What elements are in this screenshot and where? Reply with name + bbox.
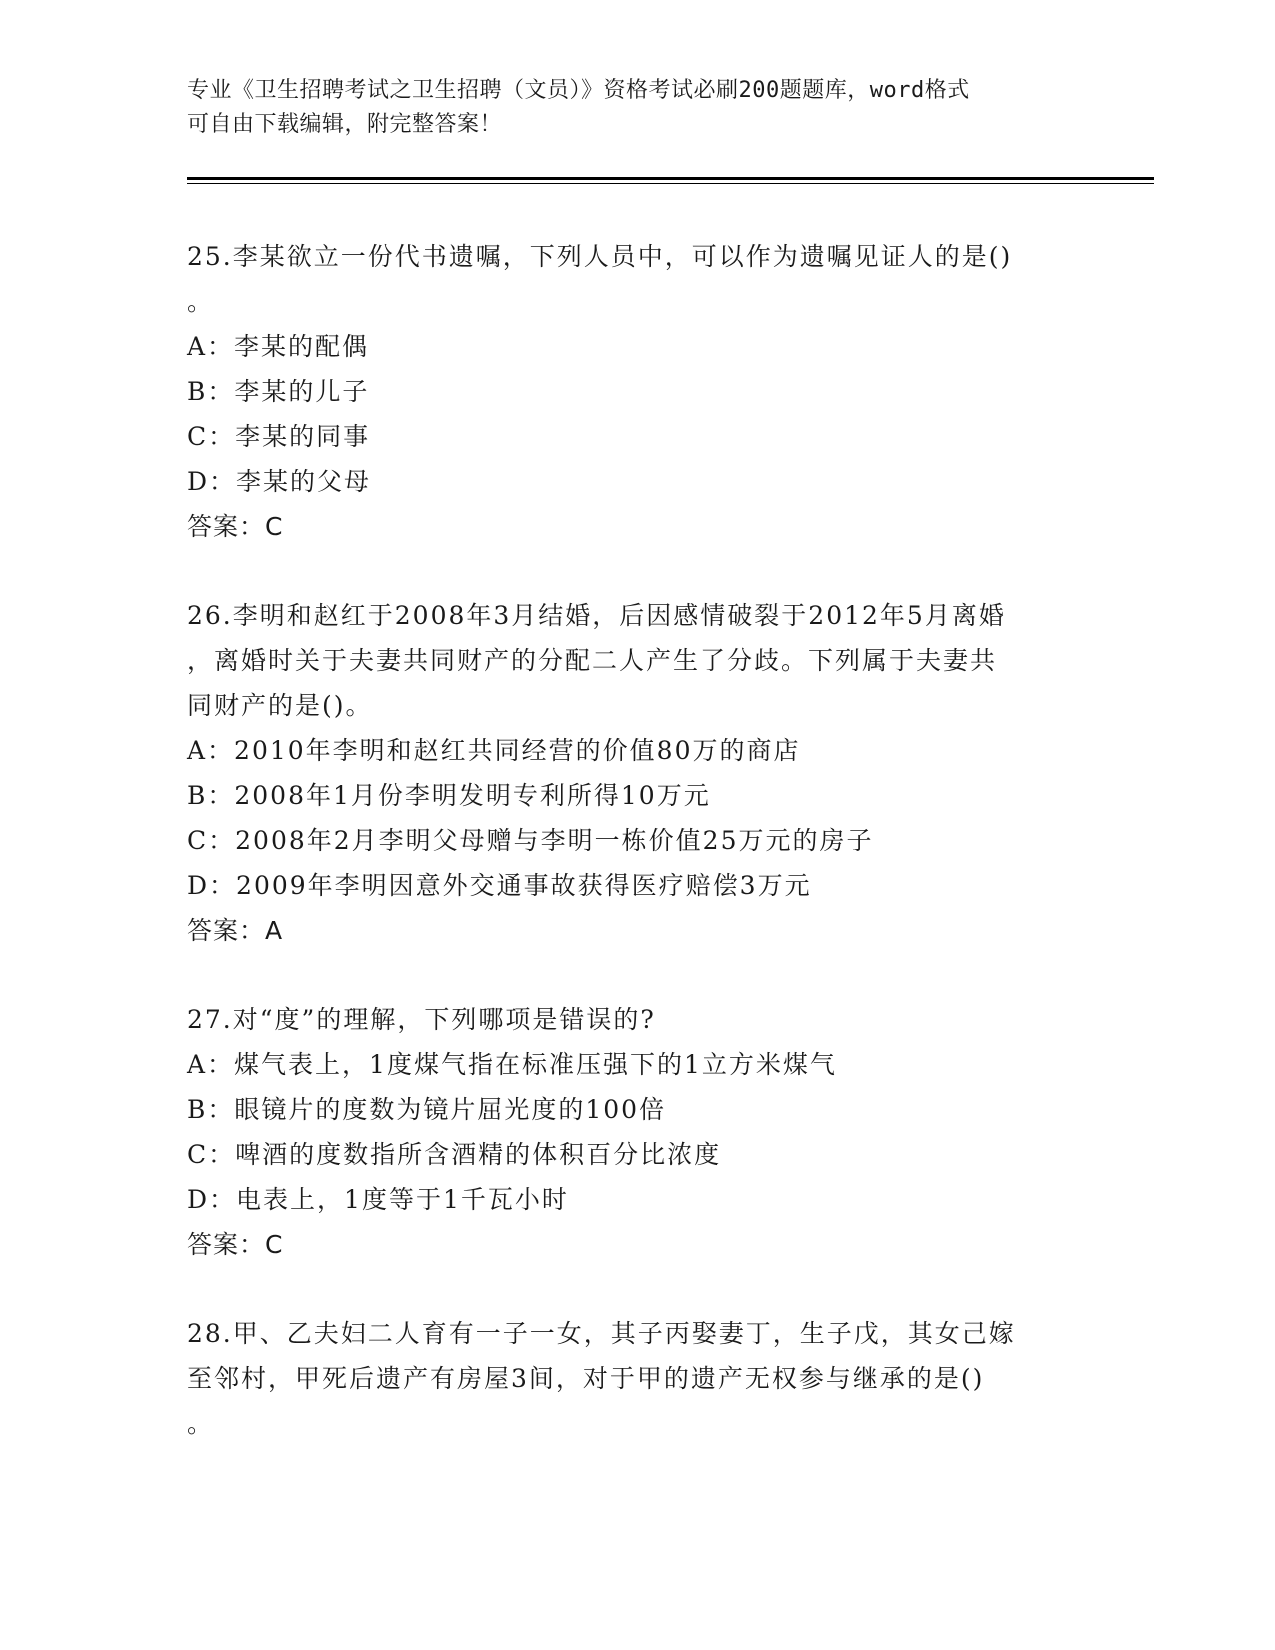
option-a: A：煤气表上，1度煤气指在标准压强下的1立方米煤气 xyxy=(187,1050,837,1079)
question-stem-line: ，离婚时关于夫妻共同财产的分配二人产生了分歧。下列属于夫妻共 xyxy=(187,646,998,675)
option-d: D：李某的父母 xyxy=(187,467,372,496)
option-d: D：2009年李明因意外交通事故获得医疗赔偿3万元 xyxy=(187,871,812,900)
header-line-1: 专业《卫生招聘考试之卫生招聘（文员）》资格考试必刷200题题库，word格式 xyxy=(187,78,970,103)
question-list xyxy=(187,234,1087,1446)
option-c: C：啤酒的度数指所含酒精的体积百分比浓度 xyxy=(187,1140,722,1169)
option-c: C：2008年2月李明父母赠与李明一栋价值25万元的房子 xyxy=(187,826,874,855)
question-stem xyxy=(187,593,1087,728)
option-d: D：电表上，1度等于1千瓦小时 xyxy=(187,1185,569,1214)
question-25 xyxy=(187,234,1087,549)
answer-line: 答案：C xyxy=(187,1230,284,1259)
document-header xyxy=(187,74,1067,142)
question-stem-line: 27.对“度”的理解，下列哪项是错误的? xyxy=(187,1005,656,1034)
question-28 xyxy=(187,1311,1087,1446)
question-stem-line: 至邻村，甲死后遗产有房屋3间，对于甲的遗产无权参与继承的是() xyxy=(187,1364,985,1393)
question-stem xyxy=(187,1311,1087,1446)
option-c: C：李某的同事 xyxy=(187,422,371,451)
question-stem xyxy=(187,234,1087,324)
question-stem-line: 。 xyxy=(187,1409,215,1438)
header-divider-thick xyxy=(187,177,1154,180)
question-stem-line: 。 xyxy=(187,287,215,316)
option-a: A：2010年李明和赵红共同经营的价值80万的商店 xyxy=(187,736,801,765)
question-stem-line: 25.李某欲立一份代书遗嘱，下列人员中，可以作为遗嘱见证人的是() xyxy=(187,242,1013,271)
header-line-2: 可自由下载编辑，附完整答案！ xyxy=(187,112,503,137)
answer-line: 答案：C xyxy=(187,512,284,541)
question-stem-line: 同财产的是()。 xyxy=(187,691,373,720)
question-stem xyxy=(187,997,1087,1042)
question-27 xyxy=(187,997,1087,1267)
option-b: B：眼镜片的度数为镜片屈光度的100倍 xyxy=(187,1095,667,1124)
answer-line: 答案：A xyxy=(187,916,284,945)
option-b: B：李某的儿子 xyxy=(187,377,370,406)
option-a: A：李某的配偶 xyxy=(187,332,370,361)
question-stem-line: 26.李明和赵红于2008年3月结婚，后因感情破裂于2012年5月离婚 xyxy=(187,601,1006,630)
header-divider-thin xyxy=(187,183,1154,184)
option-b: B：2008年1月份李明发明专利所得10万元 xyxy=(187,781,711,810)
question-26 xyxy=(187,593,1087,953)
question-stem-line: 28.甲、乙夫妇二人育有一子一女，其子丙娶妻丁，生子戊，其女己嫁 xyxy=(187,1319,1016,1348)
